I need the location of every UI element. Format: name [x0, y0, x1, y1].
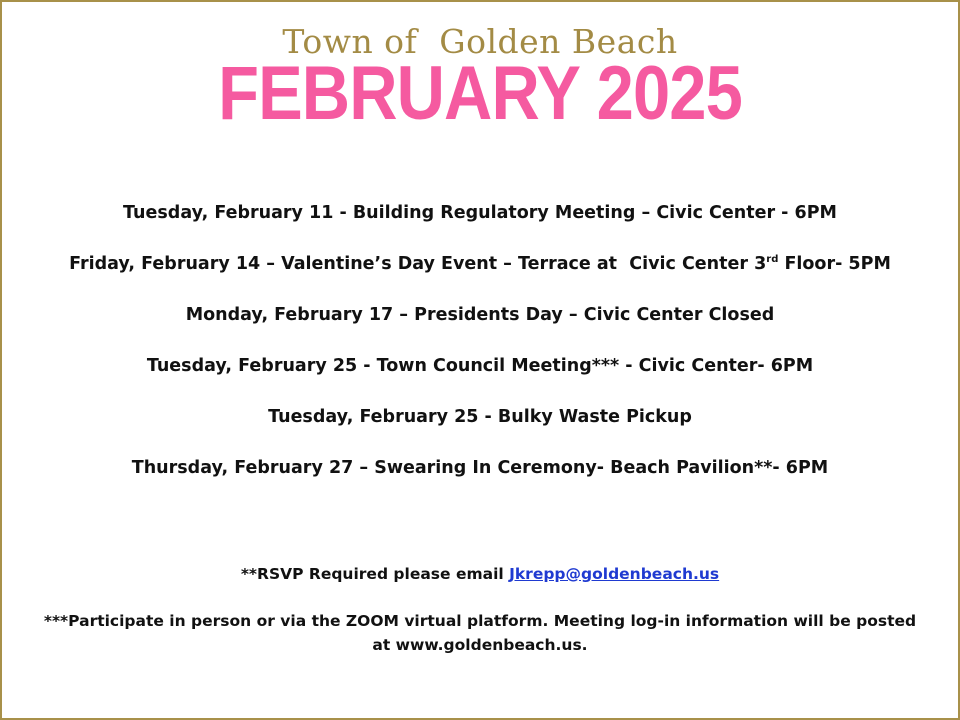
rsvp-label: **RSVP Required please email [240, 565, 510, 583]
event-text-part: Floor- 5PM [778, 254, 891, 274]
event-item-bulky-waste: Tuesday, February 25 - Bulky Waste Pickup [268, 407, 692, 427]
event-list [2, 201, 958, 507]
event-item-building-regulatory: Tuesday, February 11 - Building Regulatory Meeting – Civic Center - 6PM [123, 203, 837, 223]
town-title: Town of Golden Beach [282, 22, 678, 61]
month-heading: FEBRUARY 2025 [218, 51, 742, 136]
event-item-town-council: Tuesday, February 25 - Town Council Meeting*** - Civic Center- 6PM [146, 356, 814, 376]
event-text-part: Friday, February 14 – Valentine’s Day Event – Terrace at Civic Center 3 [69, 254, 767, 274]
ordinal-suffix: rd [766, 254, 779, 266]
rsvp-line [2, 565, 958, 583]
event-item-presidents-day: Monday, February 17 – Presidents Day – Civic Center Closed [185, 305, 775, 325]
event-item-swearing-in: Thursday, February 27 – Swearing In Ceremony- Beach Pavilion**- 6PM [131, 458, 829, 478]
rsvp-email-link[interactable]: Jkrepp@goldenbeach.us [509, 565, 720, 583]
zoom-note: ***Participate in person or via the ZOOM virtual platform. Meeting log-in information will be posted at www.goldenbeach.us. [43, 612, 917, 654]
event-item-valentines [2, 252, 958, 303]
